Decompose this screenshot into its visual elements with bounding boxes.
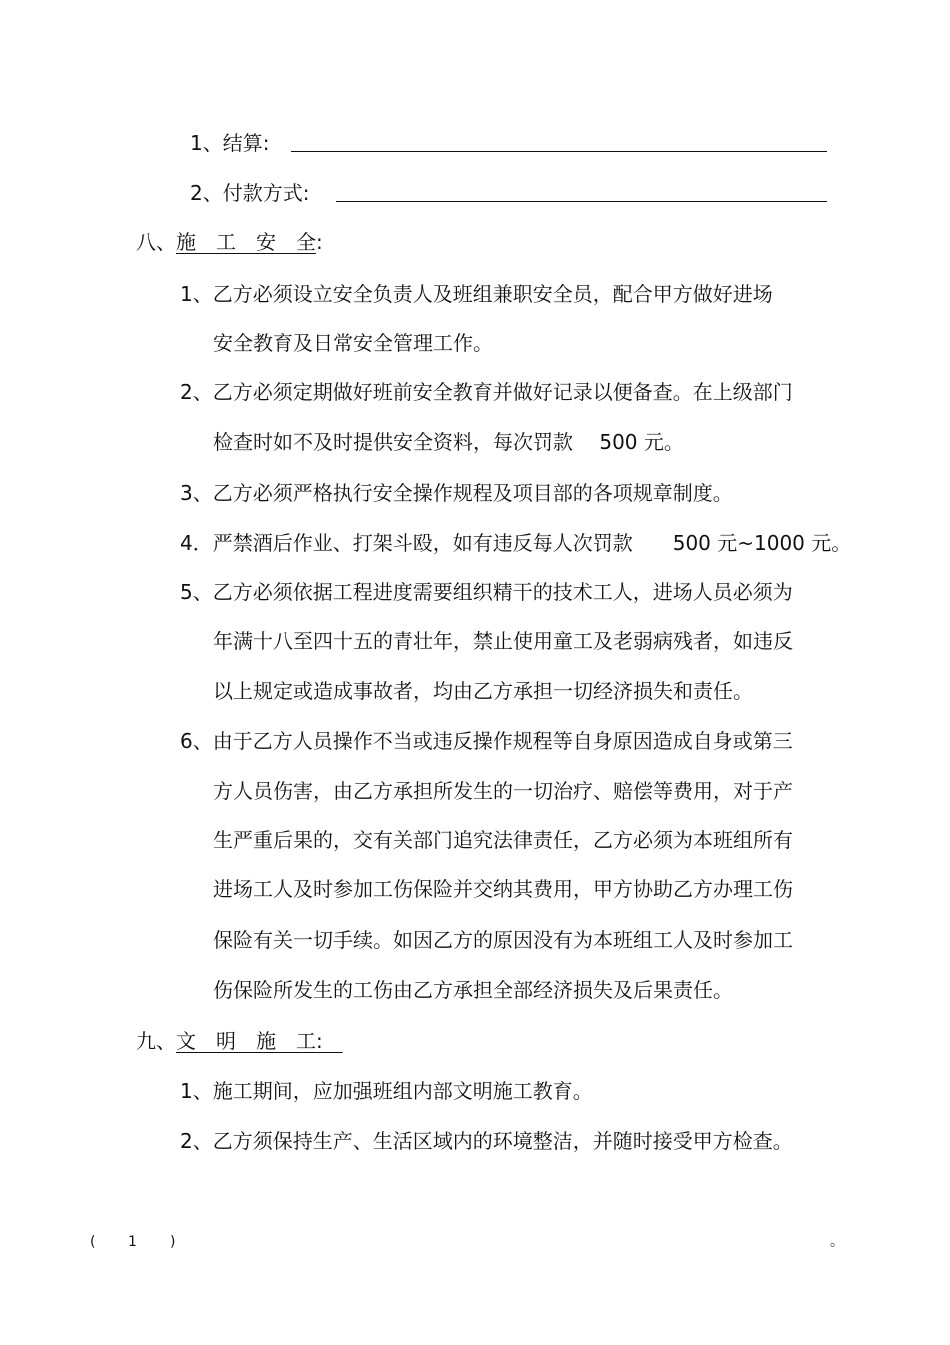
section8-title: 施 工 安 全 bbox=[176, 230, 316, 254]
settlement-blank-line bbox=[291, 151, 827, 152]
s8-item2-line1: 2、乙方必须定期做好班前安全教育并做好记录以便备查。在上级部门 bbox=[180, 380, 793, 404]
footer-mark: 。 bbox=[830, 1234, 844, 1250]
s8-item1-line1: 1、乙方必须设立安全负责人及班组兼职安全员，配合甲方做好进场 bbox=[180, 282, 773, 306]
s8-item2-line2: 检查时如不及时提供安全资料，每次罚款 500 元。 bbox=[213, 430, 684, 454]
section8-heading bbox=[136, 230, 323, 254]
section8-colon: : bbox=[316, 230, 323, 254]
s8-item1-line2: 安全教育及日常安全管理工作。 bbox=[213, 331, 493, 355]
payment-method-label: 2、付款方式: bbox=[190, 181, 310, 205]
s8-item5-line1: 5、乙方必须依据工程进度需要组织精干的技术工人，进场人员必须为 bbox=[180, 580, 793, 604]
s8-item3-line1: 3、乙方必须严格执行安全操作规程及项目部的各项规章制度。 bbox=[180, 481, 733, 505]
s8-item6-line6: 伤保险所发生的工伤由乙方承担全部经济损失及后果责任。 bbox=[213, 978, 733, 1002]
page-number: 1 bbox=[128, 1234, 137, 1250]
s8-item6-line2: 方人员伤害，由乙方承担所发生的一切治疗、赔偿等费用，对于产 bbox=[213, 779, 793, 803]
s8-item6-line3: 生严重后果的，交有关部门追究法律责任，乙方必须为本班组所有 bbox=[213, 828, 793, 852]
s9-item2: 2、乙方须保持生产、生活区域内的环境整洁，并随时接受甲方检查。 bbox=[180, 1129, 793, 1153]
s8-item5-line2: 年满十八至四十五的青壮年，禁止使用童工及老弱病残者，如违反 bbox=[213, 629, 793, 653]
s8-item6-line1: 6、由于乙方人员操作不当或违反操作规程等自身原因造成自身或第三 bbox=[180, 729, 793, 753]
page-footer-open-paren: ( bbox=[90, 1234, 96, 1250]
section8-number: 八、 bbox=[136, 230, 176, 254]
s9-item1: 1、施工期间，应加强班组内部文明施工教育。 bbox=[180, 1079, 593, 1103]
section9-heading bbox=[136, 1029, 343, 1053]
s8-item6-line4: 进场工人及时参加工伤保险并交纳其费用，甲方协助乙方办理工伤 bbox=[213, 877, 793, 901]
s8-item4-line1: 4．严禁酒后作业、打架斗殴，如有违反每人次罚款 500 元~1000 元。 bbox=[180, 531, 852, 555]
payment-method-blank-line bbox=[336, 201, 827, 202]
page-footer-close-paren: ) bbox=[170, 1234, 176, 1250]
section9-number: 九、 bbox=[136, 1029, 176, 1053]
settlement-label: 1、结算: bbox=[190, 131, 270, 155]
s8-item5-line3: 以上规定或造成事故者，均由乙方承担一切经济损失和责任。 bbox=[213, 679, 753, 703]
section9-title: 文 明 施 工: bbox=[176, 1029, 343, 1053]
s8-item6-line5: 保险有关一切手续。如因乙方的原因没有为本班组工人及时参加工 bbox=[213, 928, 793, 952]
